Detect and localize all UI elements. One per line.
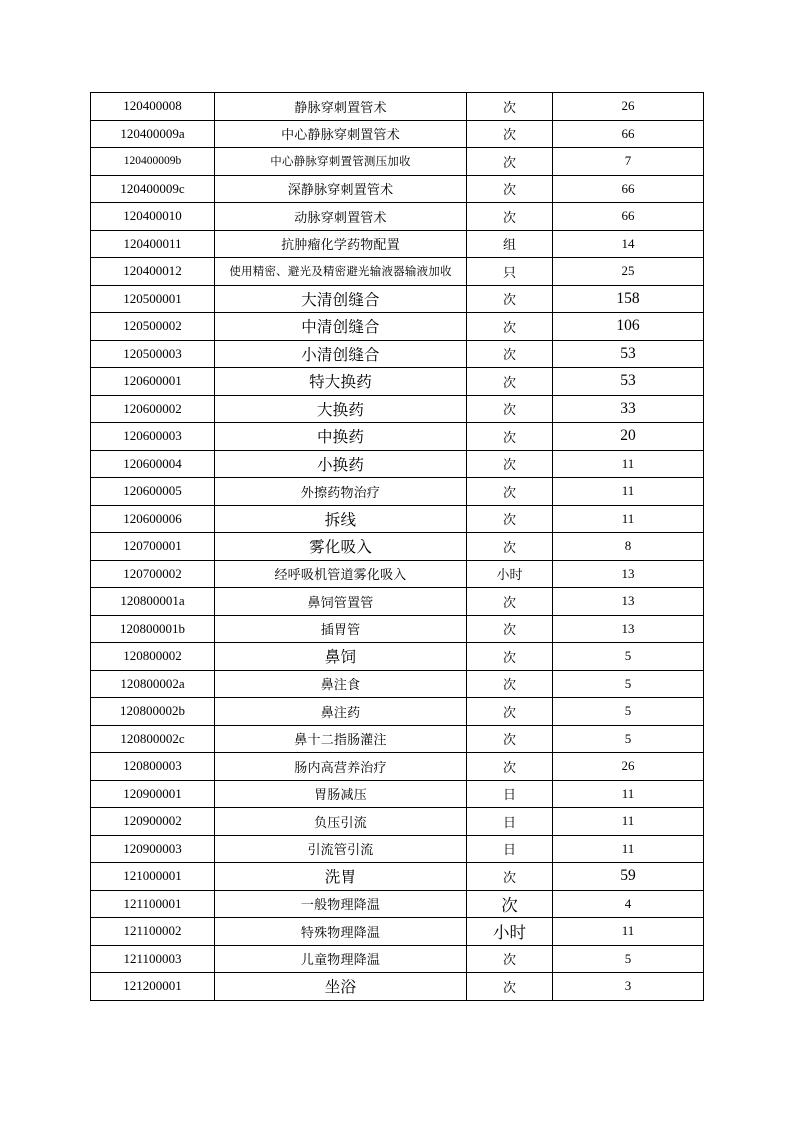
cell-item-code: 120700001	[91, 533, 215, 561]
cell-price: 11	[553, 450, 704, 478]
cell-item-name: 深静脉穿刺置管术	[215, 175, 467, 203]
cell-price: 5	[553, 643, 704, 671]
table-row	[91, 615, 704, 643]
cell-item-code: 120700002	[91, 560, 215, 588]
cell-unit: 次	[467, 395, 553, 423]
cell-item-code: 120600005	[91, 478, 215, 506]
cell-item-name: 中心静脉穿刺置管术	[215, 120, 467, 148]
cell-unit: 次	[467, 973, 553, 1001]
cell-unit: 日	[467, 780, 553, 808]
cell-price: 13	[553, 588, 704, 616]
table-row	[91, 285, 704, 313]
cell-price: 59	[553, 863, 704, 891]
cell-unit: 次	[467, 368, 553, 396]
table-row	[91, 670, 704, 698]
cell-item-name: 雾化吸入	[215, 533, 467, 561]
cell-item-name: 鼻注药	[215, 698, 467, 726]
table-row	[91, 340, 704, 368]
cell-item-name: 引流管引流	[215, 835, 467, 863]
price-table-container	[90, 92, 703, 1001]
cell-item-code: 120900003	[91, 835, 215, 863]
table-row	[91, 588, 704, 616]
cell-price: 13	[553, 560, 704, 588]
cell-item-code: 121100003	[91, 945, 215, 973]
cell-item-code: 121100001	[91, 890, 215, 918]
cell-price: 11	[553, 808, 704, 836]
cell-unit: 次	[467, 423, 553, 451]
table-row	[91, 368, 704, 396]
cell-item-code: 120500002	[91, 313, 215, 341]
table-row	[91, 148, 704, 176]
cell-price: 11	[553, 918, 704, 946]
table-row	[91, 313, 704, 341]
table-row	[91, 203, 704, 231]
cell-item-code: 120800002a	[91, 670, 215, 698]
cell-item-name: 静脉穿刺置管术	[215, 93, 467, 121]
cell-item-name: 儿童物理降温	[215, 945, 467, 973]
cell-unit: 小时	[467, 918, 553, 946]
table-row	[91, 258, 704, 286]
cell-item-code: 120400009c	[91, 175, 215, 203]
cell-unit: 次	[467, 643, 553, 671]
table-row	[91, 945, 704, 973]
cell-price: 5	[553, 670, 704, 698]
cell-unit: 次	[467, 505, 553, 533]
cell-item-code: 120400008	[91, 93, 215, 121]
cell-item-name: 抗肿瘤化学药物配置	[215, 230, 467, 258]
cell-item-name: 中换药	[215, 423, 467, 451]
cell-item-name: 大换药	[215, 395, 467, 423]
cell-item-code: 120900001	[91, 780, 215, 808]
cell-price: 11	[553, 478, 704, 506]
table-row	[91, 230, 704, 258]
cell-item-code: 121100002	[91, 918, 215, 946]
table-row	[91, 973, 704, 1001]
cell-item-code: 121000001	[91, 863, 215, 891]
cell-unit: 次	[467, 120, 553, 148]
cell-unit: 次	[467, 478, 553, 506]
cell-item-code: 120600003	[91, 423, 215, 451]
table-row	[91, 698, 704, 726]
cell-item-name: 鼻饲管置管	[215, 588, 467, 616]
table-row	[91, 505, 704, 533]
table-row	[91, 780, 704, 808]
cell-unit: 小时	[467, 560, 553, 588]
cell-unit: 次	[467, 533, 553, 561]
cell-item-name: 外擦药物治疗	[215, 478, 467, 506]
cell-unit: 次	[467, 285, 553, 313]
table-row	[91, 725, 704, 753]
cell-item-name: 小清创缝合	[215, 340, 467, 368]
cell-item-code: 120600002	[91, 395, 215, 423]
cell-item-name: 使用精密、避光及精密避光输液器输液加收	[215, 258, 467, 286]
cell-item-name: 鼻注食	[215, 670, 467, 698]
cell-item-name: 中清创缝合	[215, 313, 467, 341]
cell-item-code: 120400011	[91, 230, 215, 258]
cell-price: 66	[553, 120, 704, 148]
cell-item-name: 肠内高营养治疗	[215, 753, 467, 781]
cell-unit: 次	[467, 313, 553, 341]
cell-item-code: 120400010	[91, 203, 215, 231]
cell-item-code: 120800002b	[91, 698, 215, 726]
table-body	[91, 93, 704, 1001]
cell-item-code: 120800002	[91, 643, 215, 671]
cell-unit: 次	[467, 203, 553, 231]
medical-service-price-table	[90, 92, 704, 1001]
cell-item-name: 特大换药	[215, 368, 467, 396]
cell-price: 7	[553, 148, 704, 176]
table-row	[91, 450, 704, 478]
cell-item-code: 120400009a	[91, 120, 215, 148]
table-row	[91, 863, 704, 891]
cell-unit: 次	[467, 588, 553, 616]
cell-item-name: 胃肠减压	[215, 780, 467, 808]
cell-item-name: 插胃管	[215, 615, 467, 643]
cell-unit: 次	[467, 670, 553, 698]
cell-unit: 次	[467, 93, 553, 121]
cell-price: 5	[553, 698, 704, 726]
cell-item-code: 120600006	[91, 505, 215, 533]
table-row	[91, 808, 704, 836]
table-row	[91, 835, 704, 863]
cell-item-code: 121200001	[91, 973, 215, 1001]
cell-item-code: 120500001	[91, 285, 215, 313]
cell-unit: 只	[467, 258, 553, 286]
cell-item-name: 小换药	[215, 450, 467, 478]
table-row	[91, 890, 704, 918]
cell-item-code: 120900002	[91, 808, 215, 836]
cell-unit: 次	[467, 450, 553, 478]
cell-item-name: 洗胃	[215, 863, 467, 891]
cell-unit: 次	[467, 753, 553, 781]
cell-item-code: 120800001a	[91, 588, 215, 616]
cell-price: 11	[553, 505, 704, 533]
cell-item-name: 一般物理降温	[215, 890, 467, 918]
cell-item-code: 120400012	[91, 258, 215, 286]
cell-price: 5	[553, 945, 704, 973]
cell-price: 20	[553, 423, 704, 451]
cell-price: 3	[553, 973, 704, 1001]
cell-price: 66	[553, 203, 704, 231]
cell-price: 53	[553, 340, 704, 368]
cell-item-code: 120500003	[91, 340, 215, 368]
cell-item-name: 负压引流	[215, 808, 467, 836]
cell-price: 106	[553, 313, 704, 341]
cell-item-name: 大清创缝合	[215, 285, 467, 313]
cell-price: 13	[553, 615, 704, 643]
cell-unit: 次	[467, 698, 553, 726]
cell-price: 26	[553, 753, 704, 781]
cell-item-code: 120600004	[91, 450, 215, 478]
table-row	[91, 560, 704, 588]
cell-item-name: 动脉穿刺置管术	[215, 203, 467, 231]
cell-unit: 日	[467, 835, 553, 863]
cell-item-name: 鼻十二指肠灌注	[215, 725, 467, 753]
cell-price: 14	[553, 230, 704, 258]
cell-unit: 次	[467, 890, 553, 918]
cell-price: 4	[553, 890, 704, 918]
cell-item-name: 特殊物理降温	[215, 918, 467, 946]
cell-unit: 次	[467, 945, 553, 973]
cell-item-code: 120800001b	[91, 615, 215, 643]
cell-item-name: 拆线	[215, 505, 467, 533]
cell-item-code: 120800002c	[91, 725, 215, 753]
cell-unit: 次	[467, 148, 553, 176]
cell-unit: 次	[467, 863, 553, 891]
cell-price: 25	[553, 258, 704, 286]
cell-item-name: 中心静脉穿刺置管测压加收	[215, 148, 467, 176]
table-row	[91, 395, 704, 423]
table-row	[91, 120, 704, 148]
cell-unit: 次	[467, 725, 553, 753]
cell-price: 66	[553, 175, 704, 203]
table-row	[91, 423, 704, 451]
cell-unit: 次	[467, 175, 553, 203]
cell-price: 53	[553, 368, 704, 396]
cell-unit: 日	[467, 808, 553, 836]
cell-price: 158	[553, 285, 704, 313]
cell-unit: 组	[467, 230, 553, 258]
cell-item-name: 鼻饲	[215, 643, 467, 671]
cell-price: 33	[553, 395, 704, 423]
cell-price: 26	[553, 93, 704, 121]
cell-item-code: 120800003	[91, 753, 215, 781]
cell-unit: 次	[467, 340, 553, 368]
table-row	[91, 478, 704, 506]
cell-unit: 次	[467, 615, 553, 643]
cell-price: 8	[553, 533, 704, 561]
cell-item-code: 120600001	[91, 368, 215, 396]
cell-price: 5	[553, 725, 704, 753]
table-row	[91, 643, 704, 671]
table-row	[91, 918, 704, 946]
table-row	[91, 533, 704, 561]
table-row	[91, 93, 704, 121]
table-row	[91, 753, 704, 781]
cell-item-code: 120400009b	[91, 148, 215, 176]
cell-item-name: 经呼吸机管道雾化吸入	[215, 560, 467, 588]
cell-price: 11	[553, 835, 704, 863]
table-row	[91, 175, 704, 203]
cell-item-name: 坐浴	[215, 973, 467, 1001]
cell-price: 11	[553, 780, 704, 808]
